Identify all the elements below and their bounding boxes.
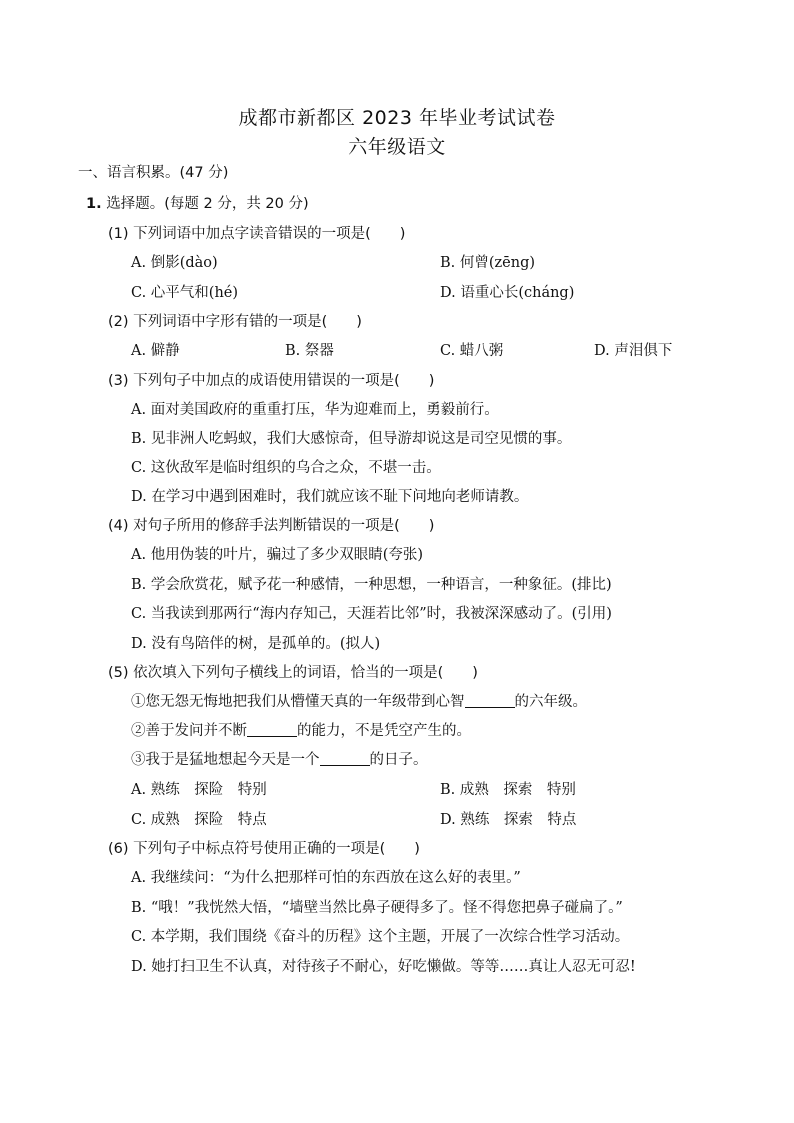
option-a: A. 我继续问：“为什么把那样可怕的东西放在这么好的表里。”: [131, 870, 521, 886]
option-b: B. 何曾(zēng): [440, 255, 536, 271]
option-a: A. 熟练 探险 特别: [131, 782, 267, 798]
sentence-text: ③我于是猛地想起今天是一个: [131, 752, 320, 768]
option-c: C. 成熟 探险 特点: [131, 812, 267, 828]
option-c: C. 这伙敌军是临时组织的乌合之众，不堪一击。: [131, 460, 441, 476]
option-d: D. 语重心长(cháng): [440, 285, 575, 301]
option-d: D. 没有鸟陪伴的树，是孤单的。(拟人): [131, 636, 381, 652]
sentence-text: ①您无怨无悔地把我们从懵懂天真的一年级带到心智: [131, 694, 465, 710]
fill-sentence-1: [131, 692, 587, 712]
option-b: B. “哦！”我恍然大悟，“墙壁当然比鼻子硬得多了。怪不得您把鼻子碰扁了。”: [131, 900, 623, 916]
option-d: D. 在学习中遇到困难时，我们就应该不耻下问地向老师请教。: [131, 489, 529, 505]
sentence-text: 的六年级。: [514, 694, 587, 710]
option-a: A. 面对美国政府的重重打压，华为迎难而上，勇毅前行。: [131, 402, 499, 418]
question-1: [86, 194, 309, 214]
option-b: B. 学会欣赏花，赋予花一种感情，一种思想，一种语言，一种象征。(排比): [131, 577, 612, 593]
question-number: 1.: [86, 196, 102, 212]
fill-sentence-2: [131, 721, 471, 741]
option-c: C. 本学期，我们围绕《奋斗的历程》这个主题，开展了一次综合性学习活动。: [131, 929, 630, 945]
answer-blank: [465, 693, 515, 708]
sub-question-3-stem: (3) 下列句子中加点的成语使用错误的一项是( ): [108, 373, 435, 389]
answer-blank: [247, 722, 297, 737]
option-c: C. 蜡八粥: [440, 343, 504, 359]
answer-blank: [320, 751, 370, 766]
option-a: A. 他用伪装的叶片，骗过了多少双眼睛(夸张): [131, 547, 424, 563]
sub-question-2-stem: (2) 下列词语中字形有错的一项是( ): [108, 314, 362, 330]
option-c: C. 心平气和(hé): [131, 285, 239, 301]
exam-title: 成都市新都区 2023 年毕业考试试卷: [238, 107, 556, 129]
option-d: D. 声泪俱下: [594, 343, 673, 359]
fill-sentence-3: [131, 750, 428, 770]
section-heading: 一、语言积累。(47 分): [78, 165, 229, 181]
option-b: B. 成熟 探索 特别: [440, 782, 576, 798]
option-b: B. 见非洲人吃蚂蚁，我们大感惊奇，但导游却说这是司空见惯的事。: [131, 431, 572, 447]
sentence-text: 的能力，不是凭空产生的。: [297, 723, 471, 739]
sub-question-1-stem: (1) 下列词语中加点字读音错误的一项是( ): [108, 226, 406, 242]
option-a: A. 僻静: [131, 343, 180, 359]
sentence-text: ②善于发问并不断: [131, 723, 247, 739]
sentence-text: 的日子。: [369, 752, 428, 768]
exam-subtitle: 六年级语文: [348, 136, 446, 158]
option-d: D. 她打扫卫生不认真，对待孩子不耐心，好吃懒做。等等……真让人忍无可忍!: [131, 959, 636, 975]
sub-question-4-stem: (4) 对句子所用的修辞手法判断错误的一项是( ): [108, 518, 435, 534]
option-b: B. 祭器: [285, 343, 334, 359]
question-text: 选择题。(每题 2 分，共 20 分): [106, 196, 309, 212]
option-c: C. 当我读到那两行“海内存知己，天涯若比邻”时，我被深深感动了。(引用): [131, 606, 612, 622]
option-a: A. 倒影(dào): [131, 255, 218, 271]
sub-question-6-stem: (6) 下列句子中标点符号使用正确的一项是( ): [108, 841, 420, 857]
sub-question-5-stem: (5) 依次填入下列句子横线上的词语，恰当的一项是( ): [108, 665, 478, 681]
option-d: D. 熟练 探索 特点: [440, 812, 577, 828]
